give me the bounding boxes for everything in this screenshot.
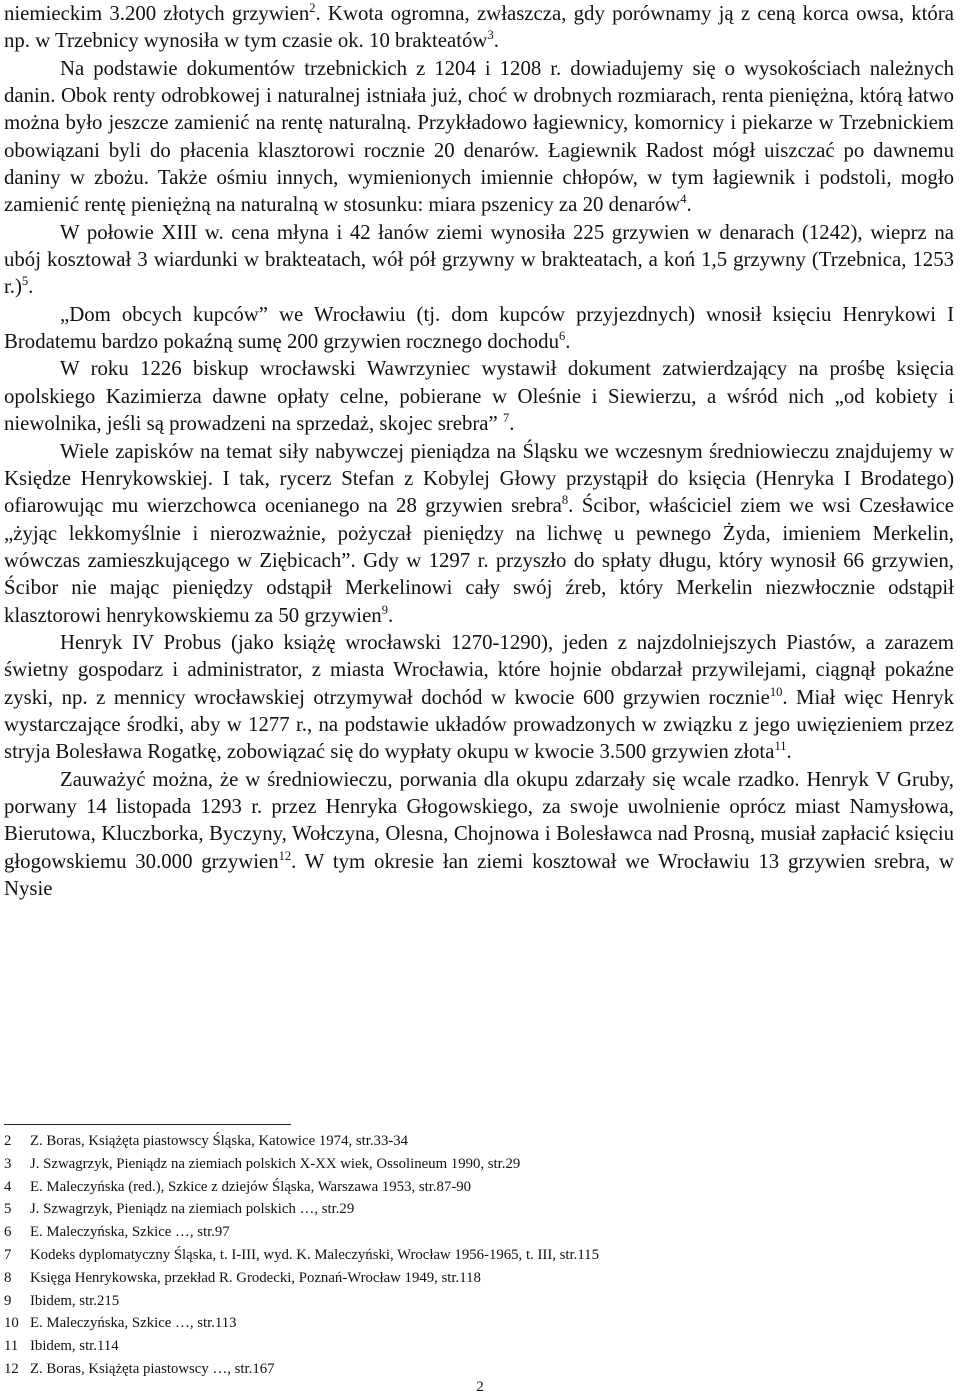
footnotes <box>4 1130 954 1381</box>
footnote-ref: 6 <box>558 329 566 343</box>
footnote-text: Kodeks dyplomatyczny Śląska, t. I-III, wyd. K. Maleczyński, Wrocław 1956-1965, t. III, str.115 <box>30 1246 599 1263</box>
footnote-number: 4 <box>4 1178 12 1195</box>
paragraph-text: Henryk IV Probus (jako książę wrocławski 1270-1290), jeden z najzdolniejszych Piastów, a zarazem świetny gospodarz i administrator, z miasta Wrocławia, które hojnie obdarzał przywilejami, ciągnął pokaźne zyski, np. z mennicy wrocławskiej otrzymywał dochód w kwocie 600 grzywien rocznie <box>4 630 954 709</box>
footnote-text: E. Maleczyńska, Szkice …, str.97 <box>30 1224 230 1241</box>
footnote-number: 2 <box>4 1133 12 1149</box>
paragraph-text: Wiele zapisków na temat siły nabywczej pieniądza na Śląsku we wczesnym średniowieczu znajdujemy w Księdze Henrykowskiej. I tak, rycerz Stefan z Kobylej Głowy przystąpił do księcia (Henryka I Brodatego) ofiarowując mu wierzchowca ocenianego na 28 grzywien srebra <box>4 439 954 518</box>
footnote <box>4 1335 954 1358</box>
paragraph-text: W połowie XIII w. cena młyna i 42 łanów ziemi wynosiła 225 grzywien w denarach (1242), wieprz na ubój kosztował 3 wiardunki w brakteatach, wół pół grzywny w brakteatach, a koń 1,5 grzywny (Trzebnica, 1253 r.) <box>4 220 954 299</box>
paragraph-text: . <box>565 330 571 354</box>
paragraph <box>4 766 954 903</box>
paragraph-text: Zauważyć można, że w średniowieczu, porwania dla okupu zdarzały się wcale rzadko. Henryk V Gruby, porwany 14 listopada 1293 r. przez Henryka Głogowskiego, za swoje uwolnienie oprócz miast Namysłowa, Bierutowa, Kluczborka, Byczyny, Wołczyna, Olesna, Chojnowa i Bolesławca nad Prosną, musiał zapłacić księciu głogowskiemu 30.000 grzywien <box>4 767 954 873</box>
paragraph-text: . <box>28 275 34 299</box>
footnote-ref: 8 <box>561 493 569 508</box>
paragraph <box>4 629 954 766</box>
footnote <box>4 1312 954 1335</box>
footnote-ref: 10 <box>769 684 783 699</box>
footnote-number: 6 <box>4 1224 12 1241</box>
footnote <box>4 1290 954 1313</box>
footnote-text: E. Maleczyńska, Szkice …, str.113 <box>30 1315 237 1332</box>
footnote-ref: 9 <box>381 602 388 617</box>
paragraph <box>4 301 954 356</box>
footnote <box>4 1198 954 1221</box>
footnote-text: J. Szwagrzyk, Pieniądz na ziemiach polskich X-XX wiek, Ossolineum 1990, str.29 <box>30 1155 521 1172</box>
paragraph-text: Na podstawie dokumentów trzebnickich z 1204 i 1208 r. dowiadujemy się o wysokościach należnych danin. Obok renty odrobkowej i naturalnej istniała już, choć w drobnych rozmiarach, renta pieniężna, którą łatwo można było jeszcze zamienić na rentę naturalną. Przykładowo łagiewnicy, komornicy i piekarze w Trzebnickiem obowiązani byli do płacenia klasztorowi rocznie 20 denarów. Łagiewnik Radost mógł uiszczać po dawnemu daniny w zbożu. Także ośmiu innych, wymienionych imiennie chłopów, w tym łagiewnik i podstoli, mogło zamienić rentę pieniężną na naturalną w stosunku: miara pszenicy za 20 denarów <box>4 56 954 217</box>
paragraph <box>4 355 954 437</box>
footnote-text: Ibidem, str.215 <box>30 1292 120 1309</box>
footnote <box>4 1267 954 1290</box>
paragraph <box>4 55 954 219</box>
paragraph-text: . <box>493 29 499 53</box>
footnote <box>4 1244 954 1267</box>
footnote-text: Księga Henrykowska, przekład R. Grodecki, Poznań-Wrocław 1949, str.118 <box>30 1269 481 1286</box>
footnote-ref: 5 <box>21 274 29 289</box>
paragraph-text: W roku 1226 biskup wrocławski Wawrzyniec wystawił dokument zatwierdzający na prośbę księcia opolskiego Kazimierza dawne opłaty celne, pobierane w Oleśnie i Siewierzu, a wśród nich „od kobiety i niewolnika, jeśli są prowadzeni na sprzedaż, skojec srebra” <box>4 357 954 436</box>
footnote-number: 11 <box>4 1338 19 1355</box>
paragraph <box>4 0 954 55</box>
footnote-ref: 4 <box>680 192 687 207</box>
footnote-text: J. Szwagrzyk, Pieniądz na ziemiach polskich …, str.29 <box>30 1201 355 1218</box>
footnote-number: 12 <box>4 1360 19 1377</box>
paragraph-text: . <box>686 193 692 217</box>
footnote-number: 9 <box>4 1292 12 1309</box>
paragraph-text: „Dom obcych kupców” we Wrocławiu (tj. dom kupców przyjezdnych) wnosił księciu Henrykowi I Brodatemu bardzo pokaźną sumę 200 grzywien rocznego dochodu <box>4 302 954 354</box>
footnote <box>4 1153 954 1176</box>
footnote-number: 8 <box>4 1269 12 1286</box>
footnote-number: 5 <box>4 1201 12 1218</box>
footnote-ref: 3 <box>487 28 494 43</box>
footnote-text: E. Maleczyńska (red.), Szkice z dziejów Śląska, Warszawa 1953, str.87-90 <box>30 1178 472 1195</box>
paragraph-text: . Kwota ogromna, zwłaszcza, gdy porównamy ją z ceną korca owsa, która np. w Trzebnicy wynosiła w tym czasie ok. 10 brakteatów <box>4 2 954 53</box>
footnote-ref: 2 <box>309 0 316 15</box>
footnote <box>4 1176 954 1199</box>
footnote-number: 7 <box>4 1246 12 1263</box>
paragraph-text: . Miał więc Henryk wystarczające środki, aby w 1277 r., na podstawie układów prowadzonych w związku z jego uwięzieniem przez stryja Bolesława Rogatkę, zobowiązać się do wypłaty okupu w kwocie 3.500 grzywien złota <box>4 685 954 764</box>
paragraph <box>4 438 954 629</box>
paragraph-text: . <box>509 412 515 436</box>
footnote-number: 3 <box>4 1155 12 1172</box>
footnote-ref: 7 <box>502 411 510 426</box>
footnote-text: Z. Boras, Książęta piastowscy …, str.167 <box>30 1360 275 1377</box>
paragraph-text: . W tym okresie łan ziemi kosztował we Wrocławiu 13 grzywien srebra, w Nysie <box>4 849 954 900</box>
paragraph-text: niemieckim 3.200 złotych grzywien <box>4 2 310 25</box>
footnote <box>4 1130 954 1153</box>
paragraph-text: . <box>786 740 792 764</box>
footnote <box>4 1221 954 1244</box>
body-text <box>4 0 954 902</box>
paragraph <box>4 219 954 301</box>
footnote-text: Ibidem, str.114 <box>30 1338 119 1355</box>
footnote-ref: 11 <box>774 739 787 754</box>
paragraph-text: . Ścibor, właściciel ziem we wsi Czesławice „żyjąc lekkomyślnie i nierozważnie, pożyczał pieniędzy na lichwę u pewnego Żyda, imieniem Merkelin, wówczas zamieszkującego w Ziębicach”. Gdy w 1297 r. przyszło do spłaty długu, który wynosił 66 grzywien, Ścibor nie mając pieniędzy odstąpił Merkelinowi cały swój źreb, który Merkelin niezwłocznie odstąpił klasztorowi henrykowskiemu za 50 grzywien <box>4 494 954 627</box>
page-number: 2 <box>476 1379 484 1395</box>
footnote-number: 10 <box>4 1315 19 1332</box>
footnote-text: Z. Boras, Książęta piastowscy Śląska, Katowice 1974, str.33-34 <box>30 1133 409 1149</box>
footnote-separator <box>4 1124 291 1125</box>
footnote-ref: 12 <box>278 848 292 863</box>
paragraph-text: . <box>387 603 394 627</box>
